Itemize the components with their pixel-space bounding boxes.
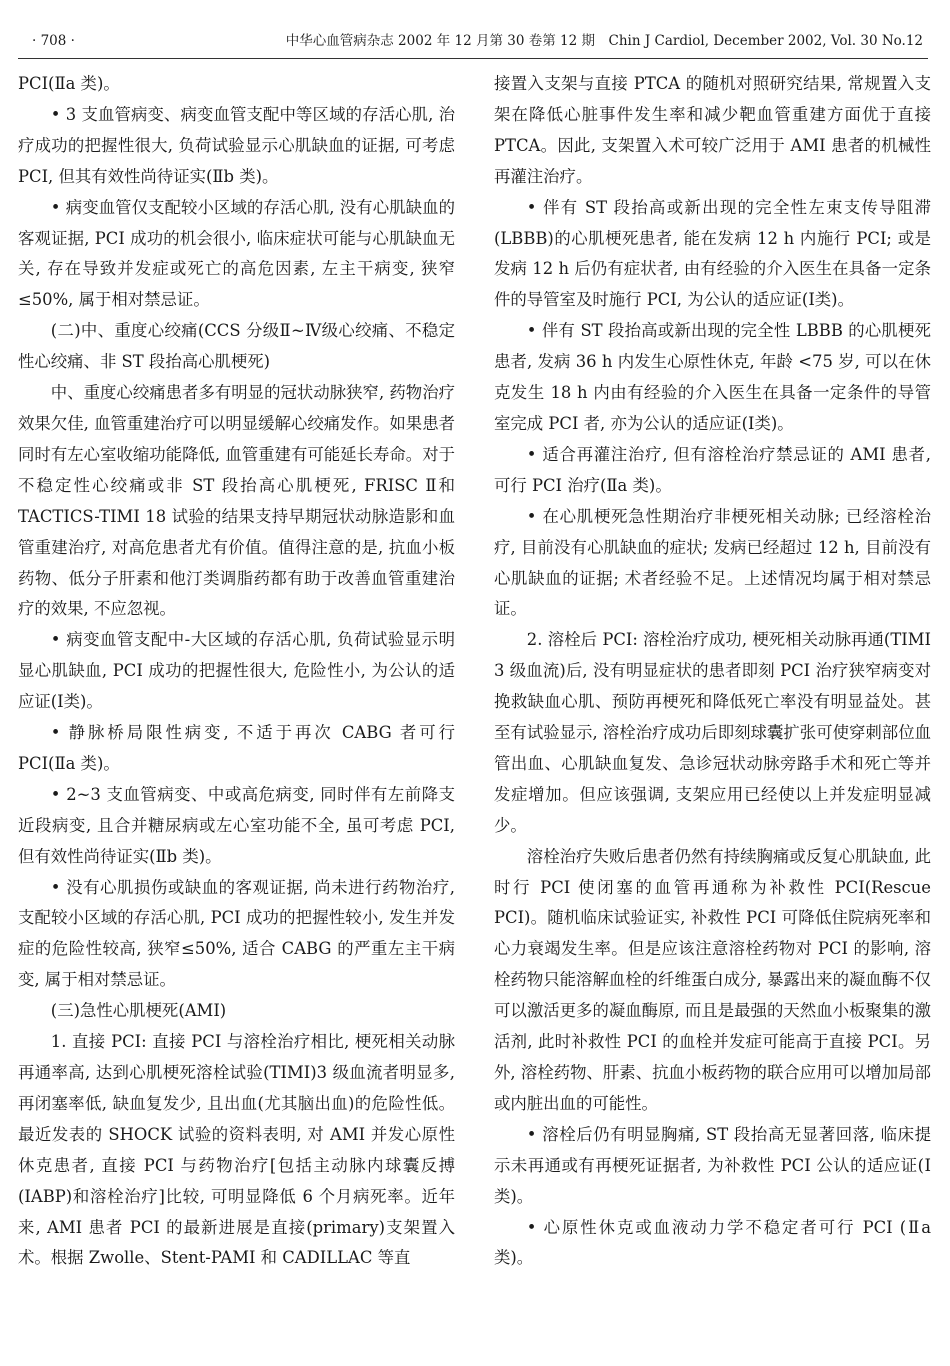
header-rule bbox=[18, 58, 928, 59]
left-column bbox=[18, 69, 455, 1274]
bullet-paragraph: • 2~3 支血管病变、中或高危病变, 同时伴有左前降支近段病变, 且合并糖尿病或左心室功能不全, 虽可考虑 PCI, 但有效性尚待证实(Ⅱb 类)。 bbox=[18, 784, 455, 866]
journal-info: 中华心血管病杂志 2002 年 12 月第 30 卷第 12 期 Chin J Cardiol, December 2002, Vol. 30 No.12 bbox=[285, 33, 923, 49]
paragraph: 中、重度心绞痛患者多有明显的冠状动脉狭窄, 药物治疗效果欠佳, 血管重建治疗可以明显缓解心绞痛发作。如果患者同时有左心室收缩功能降低, 血管重建有可能延长寿命。对于不稳定性心绞痛或非 ST 段抬高心肌梗死, FRISC Ⅱ和 TACTICS-TIMI 18 试验的结果支持早期冠状动脉造影和血管重建治疗, 对高危患者尤有价值。值得注意的是, 抗血小板药物、低分子肝素和他汀类调脂药都有助于改善血管重建治疗的效果, 不应忽视。 bbox=[18, 383, 455, 619]
paragraph: 2. 溶栓后 PCI: 溶栓治疗成功, 梗死相关动脉再通(TIMI 3 级血流)后, 没有明显症状的患者即刻 PCI 治疗狭窄病变对挽救缺血心肌、预防再梗死和降低死亡率没有明显益处。甚至有试验显示, 溶栓治疗成功后即刻球囊扩张可使穿刺部位血管出血、心肌缺血复发、急诊冠状动脉旁路手术和死亡等并发症增加。但应该强调, 支架应用已经使以上并发症明显减少。 bbox=[494, 630, 931, 835]
page-header bbox=[18, 30, 923, 52]
paragraph: 1. 直接 PCI: 直接 PCI 与溶栓治疗相比, 梗死相关动脉再通率高, 达到心肌梗死溶栓试验(TIMI)3 级血流者明显多, 再闭塞率低, 缺血复发少, 且出血(尤其脑出血)的危险性低。最近发表的 SHOCK 试验的资料表明, 对 AMI 并发心原性休克患者, 直接 PCI 与药物治疗[包括主动脉内球囊反搏(IABP)和溶栓治疗]比较, 可明显降低 6 个月病死率。近年来, AMI 患者 PCI 的最新进展是直接(primary)支架置入术。根据 Zwolle、Stent-PAMI 和 CADILLAC 等直 bbox=[18, 1032, 455, 1268]
section-heading: (三)急性心肌梗死(AMI) bbox=[50, 1001, 227, 1021]
bullet-paragraph: • 伴有 ST 段抬高或新出现的完全性 LBBB 的心肌梗死患者, 发病 36 h 内发生心原性休克, 年龄 <75 岁, 可以在休克发生 18 h 内由有经验的介入医生在具备一定条件的导管室完成 PCI 者, 亦为公认的适应证(Ⅰ类)。 bbox=[494, 321, 931, 433]
paragraph: PCI(Ⅱa 类)。 bbox=[18, 74, 120, 93]
section-heading: (二)中、重度心绞痛(CCS 分级Ⅱ~Ⅳ级心绞痛、不稳定性心绞痛、非 ST 段抬高心肌梗死) bbox=[18, 321, 455, 372]
bullet-paragraph: • 没有心肌损伤或缺血的客观证据, 尚未进行药物治疗, 支配较小区域的存活心肌, PCI 成功的把握性较小, 发生并发症的危险性较高, 狭窄≤50%, 适合 CABG 的严重左主干病变, 属于相对禁忌证。 bbox=[18, 877, 455, 990]
bullet-paragraph: • 适合再灌注治疗, 但有溶栓治疗禁忌证的 AMI 患者, 可行 PCI 治疗(Ⅱa 类)。 bbox=[494, 444, 931, 495]
bullet-paragraph: • 溶栓后仍有明显胸痛, ST 段抬高无显著回落, 临床提示未再通或有再梗死证据者, 为补救性 PCI 公认的适应证(Ⅰ类)。 bbox=[494, 1124, 931, 1206]
right-column bbox=[494, 69, 931, 1274]
bullet-paragraph: • 病变血管支配中-大区域的存活心肌, 负荷试验显示明显心肌缺血, PCI 成功的把握性很大, 危险性小, 为公认的适应证(Ⅰ类)。 bbox=[18, 630, 455, 712]
paragraph: 溶栓治疗失败后患者仍然有持续胸痛或反复心肌缺血, 此时行 PCI 使闭塞的血管再通称为补救性 PCI(Rescue PCI)。随机临床试验证实, 补救性 PCI 可降低住院病死率和心力衰竭发生率。但是应该注意溶栓药物对 PCI 的影响, 溶栓药物只能溶解血栓的纤维蛋白成分, 暴露出来的凝血酶不仅可以激活更多的凝血酶原, 而且是最强的天然血小板聚集的激活剂, 此时补救性 PCI 的血栓并发症可能高于直接 PCI。另外, 溶栓药物、肝素、抗血小板药物的联合应用可以增加局部或内脏出血的可能性。 bbox=[494, 846, 931, 1113]
bullet-paragraph: • 静脉桥局限性病变, 不适于再次 CABG 者可行 PCI(Ⅱa 类)。 bbox=[18, 723, 455, 773]
bullet-paragraph: • 病变血管仅支配较小区域的存活心肌, 没有心肌缺血的客观证据, PCI 成功的机会很小, 临床症状可能与心肌缺血无关, 存在导致并发症或死亡的高危因素, 左主干病变, 狭窄≤50%, 属于相对禁忌证。 bbox=[18, 197, 455, 310]
paragraph: 接置入支架与直接 PTCA 的随机对照研究结果, 常规置入支架在降低心脏事件发生率和减少靶血管重建方面优于直接 PTCA。因此, 支架置入术可较广泛用于 AMI 患者的机械性再灌注治疗。 bbox=[494, 74, 931, 186]
bullet-paragraph: • 心原性休克或血液动力学不稳定者可行 PCI (Ⅱa 类)。 bbox=[494, 1217, 931, 1268]
bullet-paragraph: • 在心肌梗死急性期治疗非梗死相关动脉; 已经溶栓治疗, 目前没有心肌缺血的症状; 发病已经超过 12 h, 目前没有心肌缺血的证据; 术者经验不足。上述情况均属于相对禁忌证。 bbox=[494, 506, 931, 619]
bullet-paragraph: • 伴有 ST 段抬高或新出现的完全性左束支传导阻滞(LBBB)的心肌梗死患者, 能在发病 12 h 内施行 PCI; 或是发病 12 h 后仍有症状者, 由有经验的介入医生在具备一定条件的导管室及时施行 PCI, 为公认的适应证(Ⅰ类)。 bbox=[494, 197, 931, 310]
bullet-paragraph: • 3 支血管病变、病变血管支配中等区域的存活心肌, 治疗成功的把握性很大, 负荷试验显示心肌缺血的证据, 可考虑 PCI, 但其有效性尚待证实(Ⅱb 类)。 bbox=[18, 104, 455, 186]
page-number: · 708 · bbox=[32, 33, 75, 49]
